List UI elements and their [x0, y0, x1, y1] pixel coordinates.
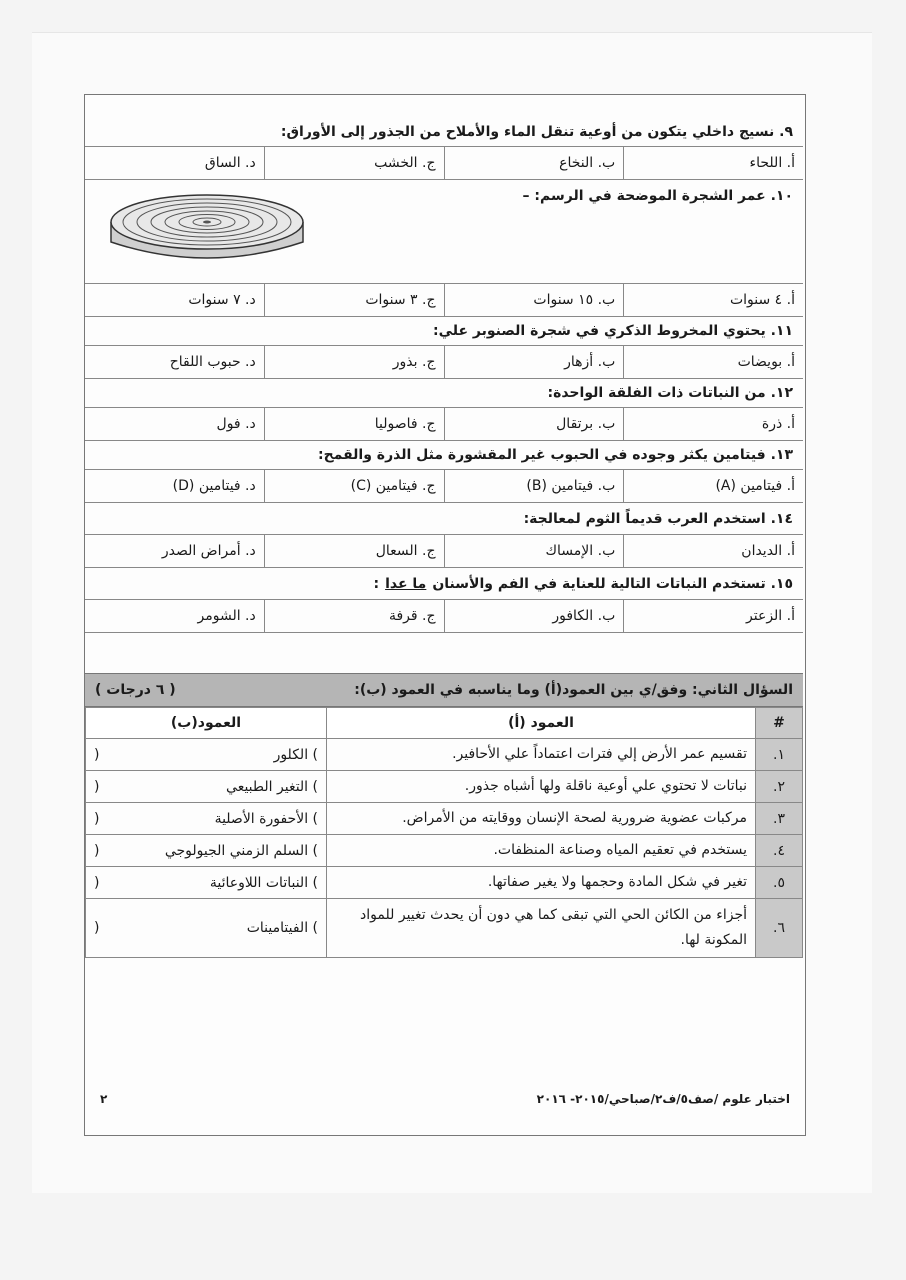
option: ب. أزهار — [444, 346, 624, 378]
option: ب. الإمساك — [444, 535, 624, 567]
table-row: ٤. يستخدم في تعقيم المياه وصناعة المنظفات. ) السلم الزمني الجيولوجي ( — [86, 835, 803, 867]
exam-label: اختبار علوم /صف٥/ف٢/صباحي/٢٠١٥- ٢٠١٦ — [536, 1092, 790, 1106]
answer-cell[interactable]: ) الأحفورة الأصلية ( — [86, 803, 327, 835]
option: د. فول — [216, 416, 256, 432]
matching-section — [85, 673, 803, 958]
option: د. فيتامين (D) — [172, 478, 256, 494]
option: ب. ١٥ سنوات — [444, 284, 624, 316]
options-14 — [85, 535, 803, 568]
option: أ. ذرة — [623, 408, 803, 440]
option: أ. الديدان — [623, 535, 803, 567]
col-a-header: العمود (أ) — [327, 708, 756, 739]
options-13 — [85, 470, 803, 503]
option: ب. برتقال — [444, 408, 624, 440]
table-row: ٣. مركبات عضوية ضرورية لصحة الإنسان ووقايته من الأمراض. ) الأحفورة الأصلية ( — [86, 803, 803, 835]
options-12 — [85, 408, 803, 441]
table-row: ٥. تغير في شكل المادة وحجمها ولا يغير صفاتها. ) النباتات اللاوعائية ( — [86, 867, 803, 899]
options-10 — [85, 284, 803, 317]
answer-cell[interactable]: ) النباتات اللاوعائية ( — [86, 867, 327, 899]
option: د. الشومر — [197, 608, 256, 624]
except-keyword: ما عدا — [385, 575, 427, 592]
options-15 — [85, 600, 803, 633]
options-11 — [85, 346, 803, 379]
option: ب. فيتامين (B) — [444, 470, 624, 502]
option: د. الساق — [204, 155, 256, 171]
matching-header — [85, 674, 803, 707]
question-11: ١١. يحتوي المخروط الذكري في شجرة الصنوبر علي: — [85, 317, 803, 346]
options-9 — [85, 147, 803, 180]
tree-rings-illustration — [107, 190, 307, 270]
option: د. ٧ سنوات — [188, 292, 256, 308]
marks-label: ( ٦ درجات ) — [95, 682, 176, 698]
page-footer — [100, 1092, 790, 1106]
question-13: ١٣. فيتامين يكثر وجوده في الحبوب غير المقشورة مثل الذرة والقمح: — [85, 441, 803, 470]
table-row: ١. تقسيم عمر الأرض إلي فترات اعتماداً علي الأحافير. ) الكلور ( — [86, 739, 803, 771]
table-header-row — [86, 708, 803, 739]
question-14: ١٤. استخدم العرب قديماً الثوم لمعالجة: — [85, 503, 803, 535]
table-row: ٢. نباتات لا تحتوي علي أوعية ناقلة ولها أشباه جذور. ) التغير الطبيعي ( — [86, 771, 803, 803]
option: ب. النخاع — [444, 147, 624, 179]
option: ج. قرفة — [264, 600, 444, 632]
col-b-header: العمود(ب) — [86, 708, 327, 739]
option: أ. الزعتر — [623, 600, 803, 632]
table-row: ٦. أجزاء من الكائن الحي التي تبقى كما هي دون أن يحدث تغيير للمواد المكونة لها. ) الفيتامينات ( — [86, 899, 803, 958]
question-12: ١٢. من النباتات ذات الفلقة الواحدة: — [85, 379, 803, 408]
option: ج. بذور — [264, 346, 444, 378]
option: ج. فيتامين (C) — [264, 470, 444, 502]
option: أ. بويضات — [623, 346, 803, 378]
question-9: ٩. نسيج داخلي يتكون من أوعية تنقل الماء والأملاح من الجذور إلى الأوراق: — [85, 118, 803, 147]
option: ج. الخشب — [264, 147, 444, 179]
multiple-choice-section — [85, 118, 803, 633]
matching-table — [85, 707, 803, 958]
answer-cell[interactable]: ) الفيتامينات ( — [86, 899, 327, 958]
question-10: ١٠. عمر الشجرة الموضحة في الرسم: – — [85, 180, 803, 284]
option: ج. فاصوليا — [264, 408, 444, 440]
num-header: # — [756, 708, 803, 739]
option: ج. السعال — [264, 535, 444, 567]
matching-title: السؤال الثاني: وفق/ي بين العمود(أ) وما يناسبه في العمود (ب): — [354, 682, 793, 698]
option: ج. ٣ سنوات — [264, 284, 444, 316]
page-number: ٢ — [100, 1092, 108, 1106]
answer-cell[interactable]: ) التغير الطبيعي ( — [86, 771, 327, 803]
option: ب. الكافور — [444, 600, 624, 632]
answer-cell[interactable]: ) السلم الزمني الجيولوجي ( — [86, 835, 327, 867]
option: د. أمراض الصدر — [161, 543, 256, 559]
question-15: ١٥. تستخدم النباتات التالية للعناية في الفم والأسنان ما عدا : — [85, 568, 803, 600]
option: أ. ٤ سنوات — [623, 284, 803, 316]
option: أ. فيتامين (A) — [623, 470, 803, 502]
answer-cell[interactable]: ) الكلور ( — [86, 739, 327, 771]
option: أ. اللحاء — [623, 147, 803, 179]
option: د. حبوب اللقاح — [169, 354, 256, 370]
